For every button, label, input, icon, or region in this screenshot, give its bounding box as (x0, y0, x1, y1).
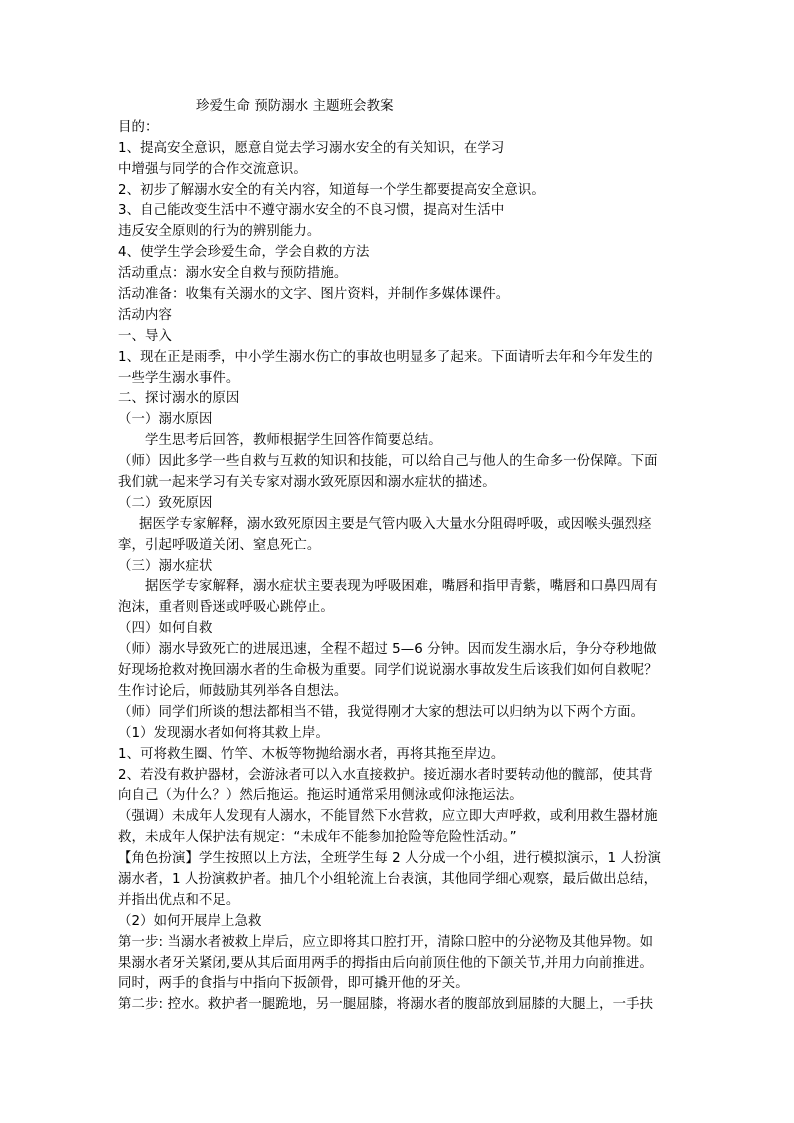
text-line: 2、若没有救护器材，会游泳者可以入水直接救护。接近溺水者时要转动他的髋部，使其背 (118, 767, 653, 783)
subsection-heading: （二）致死原因 (118, 495, 213, 511)
text-line: 【角色扮演】学生按照以上方法，全班学生每 2 人分成一个小组，进行模拟演示，1 人扮演 (118, 851, 661, 867)
text-line: 活动重点：溺水安全自救与预防措施。 (118, 266, 348, 282)
text-line: 好现场抢救对挽回溺水者的生命极为重要。同学们说说溺水事故发生后该我们如何自救呢？ (118, 663, 658, 679)
text-line: 3、自己能改变生活中不遵守溺水安全的不良习惯，提高对生活中 (118, 203, 505, 219)
text-line: 果溺水者牙关紧闭,要从其后面用两手的拇指由后向前顶住他的下颌关节,并用力向前推进。 (118, 955, 653, 971)
text-line: 4、使学生学会珍爱生命，学会自救的方法 (118, 245, 370, 261)
document-title: 珍爱生命 预防溺水 主题班会教案 (196, 99, 394, 114)
text-line: 学生思考后回答，教师根据学生回答作简要总结。 (145, 433, 442, 449)
text-line: 2、初步了解溺水安全的有关内容，知道每一个学生都要提高安全意识。 (118, 182, 545, 198)
text-line: 第一步: 当溺水者被救上岸后，应立即将其口腔打开，清除口腔中的分泌物及其他异物。如 (118, 934, 654, 950)
text-line: 1、提高安全意识，愿意自觉去学习溺水安全的有关知识，在学习 (118, 140, 505, 156)
text-line: 溺水者，1 人扮演救护者。抽几个小组轮流上台表演，其他同学细心观察，最后做出总结， (118, 871, 658, 887)
text-line: 1、可将救生圈、竹竿、木板等物抛给溺水者，再将其拖至岸边。 (118, 746, 505, 762)
section-heading: 二、探讨溺水的原因 (118, 391, 240, 407)
text-line: （师）溺水导致死亡的进展迅速，全程不超过 5—6 分钟。因而发生溺水后，争分夺秒地做 (118, 642, 657, 658)
text-line: 生作讨论后，师鼓励其列举各自想法。 (118, 683, 348, 699)
text-line: 据医学专家解释，溺水症状主要表现为呼吸困难，嘴唇和指甲青紫，嘴唇和口鼻四周有 (145, 579, 658, 595)
subsection-heading: （一）溺水原因 (118, 412, 213, 428)
text-line: 救，未成年人保护法有规定：“未成年不能参加抢险等危险性活动。” (118, 830, 517, 846)
text-line: （强调）未成年人发现有人溺水，不能冒然下水营救，应立即大声呼救，或利用救生器材施 (118, 809, 658, 825)
text-line: 我们就一起来学习有关专家对溺水致死原因和溺水症状的描述。 (118, 475, 496, 491)
section-heading: 活动内容 (118, 307, 172, 323)
text-line: 同时，两手的食指与中指向下扳颌骨，即可撬开他的牙关。 (118, 976, 469, 992)
text-line: 挛，引起呼吸道关闭、窒息死亡。 (118, 537, 321, 553)
text-line: 违反安全原则的行为的辨别能力。 (118, 224, 321, 240)
text-line: 第二步: 控水。救护者一腿跪地，另一腿屈膝，将溺水者的腹部放到屈膝的大腿上，一手扶 (118, 997, 654, 1013)
text-line: 据医学专家解释，溺水致死原因主要是气管内吸入大量水分阻碍呼吸，或因喉头强烈痉 (139, 516, 652, 532)
section-heading: 一、导入 (118, 328, 172, 344)
text-line: 目的： (118, 119, 159, 135)
text-line: 向自己（为什么？）然后拖运。拖运时通常采用侧泳或仰泳拖运法。 (118, 788, 523, 804)
text-line: 活动准备：收集有关溺水的文字、图片资料，并制作多媒体课件。 (118, 287, 510, 303)
text-line: 泡沫，重者则昏迷或呼吸心跳停止。 (118, 600, 334, 616)
text-line: 一些学生溺水事件。 (118, 370, 240, 386)
text-line: 1、现在正是雨季，中小学生溺水伤亡的事故也明显多了起来。下面请听去年和今年发生的 (118, 349, 653, 365)
subsection-heading: （2）如何开展岸上急救 (118, 913, 262, 929)
subsection-heading: （四）如何自救 (118, 621, 213, 637)
subsection-heading: （1）发现溺水者如何将其救上岸。 (118, 725, 329, 741)
subsection-heading: （三）溺水症状 (118, 558, 213, 574)
text-line: 中增强与同学的合作交流意识。 (118, 161, 307, 177)
text-line: （师）同学们所谈的想法都相当不错，我觉得刚才大家的想法可以归纳为以下两个方面。 (118, 704, 645, 720)
text-line: 并指出优点和不足。 (118, 892, 240, 908)
document-page (118, 97, 684, 1016)
text-line: （师）因此多学一些自救与互救的知识和技能，可以给自己与他人的生命多一份保障。下面 (118, 454, 658, 470)
